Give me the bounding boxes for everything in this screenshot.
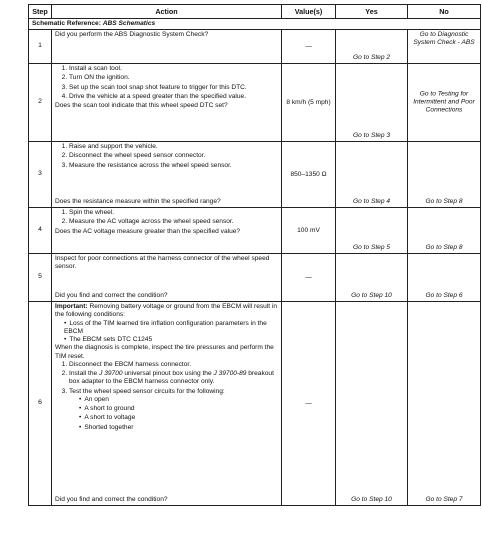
schematic-reference [29, 19, 481, 30]
schematic-label: Schematic Reference: [32, 20, 101, 27]
action-cell [52, 142, 282, 208]
yes-link[interactable]: Go to Step 10 [351, 496, 392, 503]
value-cell: 100 mV [282, 208, 336, 254]
no-link[interactable]: Go to Step 8 [425, 198, 463, 205]
no-cell [408, 30, 481, 64]
step-number: 4 [29, 208, 52, 254]
yes-link[interactable]: Go to Step 5 [352, 244, 391, 251]
step-number: 6 [29, 302, 52, 506]
yes-link[interactable]: Go to Step 2 [352, 54, 391, 61]
no-link[interactable]: Go to Step 7 [425, 496, 463, 503]
header-action: Action [52, 5, 282, 19]
schematic-reference-row [29, 19, 481, 30]
test-item: • Shorted together [79, 424, 278, 432]
action-list [55, 143, 278, 170]
test-item: • A short to voltage [79, 414, 278, 422]
action-cell [52, 64, 282, 142]
action-text: Inspect for poor connections at the harness connector of the wheel speed sensor. [55, 255, 270, 271]
action-item: 1. Disconnect the EBCM harness connector. [69, 361, 278, 369]
action-item [69, 388, 278, 432]
important-text: Removing battery voltage or ground from the EBCM will result in the following conditions: [55, 303, 278, 319]
install-text: breakout box adapter to the EBCM harness connector only. [69, 370, 274, 386]
step-number: 3 [29, 142, 52, 208]
header-yes: Yes [336, 5, 408, 19]
yes-link[interactable]: Go to Step 4 [352, 198, 391, 205]
diagnostic-table [28, 4, 481, 506]
action-cell [52, 208, 282, 254]
action-item [69, 370, 278, 386]
step-row-5 [29, 254, 481, 302]
value-cell: 8 km/h (5 mph) [282, 64, 336, 142]
yes-cell [336, 142, 408, 208]
header-value: Value(s) [282, 5, 336, 19]
no-link[interactable]: Go to Step 8 [425, 244, 463, 251]
action-cell [52, 30, 282, 64]
step-row-4 [29, 208, 481, 254]
no-link[interactable]: Go to Step 6 [425, 292, 463, 299]
step-number: 2 [29, 64, 52, 142]
yes-cell [336, 30, 408, 64]
no-cell [408, 208, 481, 254]
step-row-6 [29, 302, 481, 506]
important-label: Important: [55, 303, 88, 311]
no-link[interactable]: Go to Testing for Intermittent and Poor Connections [413, 90, 475, 114]
step-row-3 [29, 142, 481, 208]
action-item: 2. Measure the AC voltage across the wheel speed sensor. [69, 218, 278, 226]
action-list [55, 65, 278, 101]
tool-number: J 39700-89 [213, 370, 247, 378]
value-cell: — [282, 302, 336, 506]
action-question: Does the AC voltage measure greater than the specified value? [55, 227, 241, 235]
action-question: Does the scan tool indicate that this wheel speed DTC set? [55, 102, 228, 110]
install-text: Install the [69, 370, 100, 378]
when-text: When the diagnosis is complete, inspect the tire pressures and perform the TIM reset. [55, 344, 274, 360]
header-row [29, 5, 481, 19]
step-row-2 [29, 64, 481, 142]
yes-link[interactable]: Go to Step 10 [351, 292, 392, 299]
action-cell [52, 254, 282, 302]
yes-cell [336, 254, 408, 302]
test-text: Test the wheel speed sensor circuits for the following: [69, 387, 225, 395]
value-cell: 850–1350 Ω [282, 142, 336, 208]
no-cell [408, 302, 481, 506]
action-item: 1. Raise and support the vehicle. [69, 143, 278, 151]
condition-item: • Loss of the TIM learned tire inflation configuration parameters in the EBCM [64, 320, 278, 336]
schematic-link[interactable]: ABS Schematics [102, 20, 156, 27]
action-list [55, 209, 278, 226]
action-cell [52, 302, 282, 506]
action-item: 1. Install a scan tool. [69, 65, 278, 73]
action-text: Did you perform the ABS Diagnostic System Check? [55, 31, 209, 39]
important-note [55, 303, 278, 319]
yes-cell [336, 208, 408, 254]
install-text: universal pinout box using the [122, 370, 214, 378]
no-cell [408, 142, 481, 208]
value-cell: — [282, 254, 336, 302]
header-step: Step [29, 5, 52, 19]
step-row-1 [29, 30, 481, 64]
yes-cell [336, 302, 408, 506]
test-item: • A short to ground [79, 405, 278, 413]
tests-list [69, 396, 278, 432]
no-cell [408, 64, 481, 142]
condition-item: • The EBCM sets DTC C1245 [64, 336, 278, 344]
action-item: 2. Turn ON the ignition. [69, 74, 278, 82]
value-cell: — [282, 30, 336, 64]
header-no: No [408, 5, 481, 19]
action-question: Did you find and correct the condition? [55, 292, 168, 299]
action-list [55, 361, 278, 432]
conditions-list [55, 320, 278, 345]
action-item: 3. Measure the resistance across the wheel speed sensor. [69, 162, 278, 170]
tool-number: J 39700 [99, 370, 123, 378]
action-item: 3. Set up the scan tool snap shot feature to trigger for this DTC. [69, 84, 278, 92]
action-question: Did you find and correct the condition? [55, 496, 168, 503]
action-question: Does the resistance measure within the specified range? [55, 198, 221, 205]
no-link[interactable]: Go to Diagnostic System Check - ABS [413, 31, 475, 47]
step-number: 5 [29, 254, 52, 302]
action-item: 2. Disconnect the wheel speed sensor connector. [69, 152, 278, 160]
yes-link[interactable]: Go to Step 3 [352, 132, 391, 139]
action-item: 4. Drive the vehicle at a speed greater than the specified value. [69, 93, 278, 101]
step-number: 1 [29, 30, 52, 64]
test-item: • An open [79, 396, 278, 404]
no-cell [408, 254, 481, 302]
action-item: 1. Spin the wheel. [69, 209, 278, 217]
yes-cell [336, 64, 408, 142]
